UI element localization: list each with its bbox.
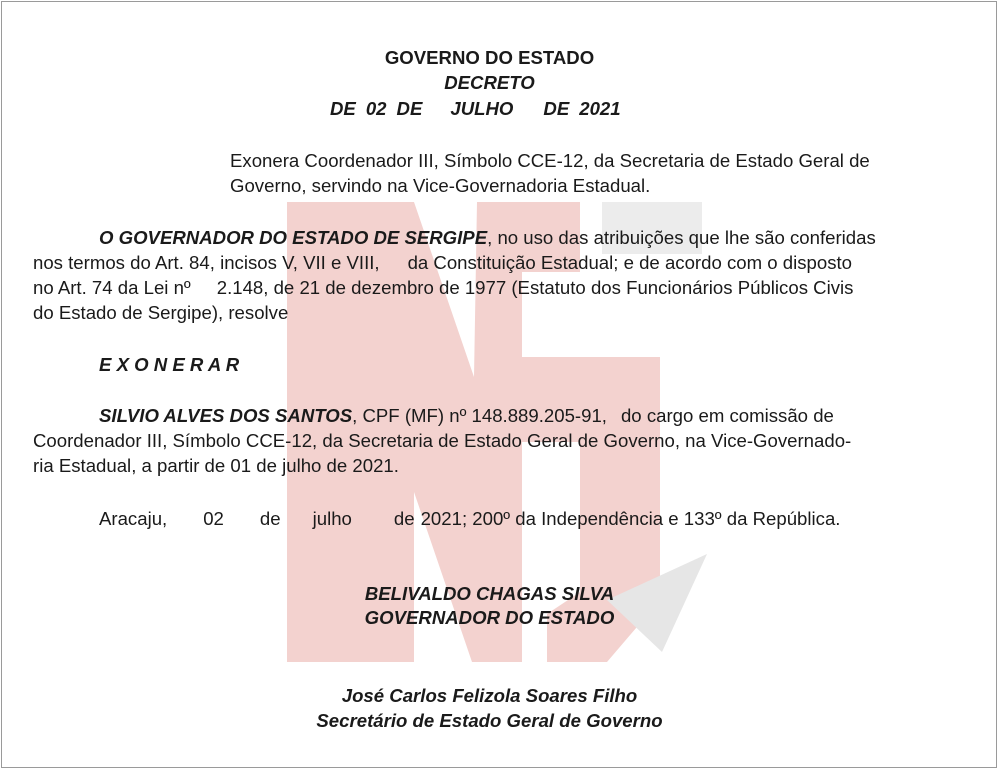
- decree-heading: DECRETO: [444, 72, 535, 93]
- body-line-3: ria Estadual, a partir de 01 de julho de 2021.: [33, 455, 399, 476]
- preamble-line-3a: no Art. 74 da Lei nº: [33, 277, 191, 298]
- preamble-line-1-rest: , no uso das atribuições que lhe são conferidas: [487, 227, 876, 248]
- employee-name: SILVIO ALVES DOS SANTOS: [99, 405, 353, 426]
- place-day: 02: [203, 508, 224, 529]
- preamble-line-2a: nos termos do Art. 84, incisos V, VII e VIII,: [33, 252, 380, 273]
- place-rest: 2021; 200º da Independência e 133º da República.: [420, 508, 841, 529]
- place-de-1: de: [259, 508, 281, 529]
- preamble-line-1: [99, 226, 876, 250]
- governor-role: GOVERNADOR DO ESTADO: [364, 607, 615, 628]
- body-line-1a: , CPF (MF) nº 148.889.205-91,: [352, 405, 607, 426]
- preamble-line-2: [33, 251, 852, 275]
- body-line-2: Coordenador III, Símbolo CCE-12, da Secretaria de Estado Geral de Governo, na Vice-Governado-: [33, 430, 852, 451]
- date-de-3: DE: [543, 98, 570, 119]
- summary-line-2: Governo, servindo na Vice-Governadoria Estadual.: [230, 175, 651, 196]
- governor-name: BELIVALDO CHAGAS SILVA: [364, 583, 615, 604]
- date-de-2: DE: [396, 98, 423, 119]
- place-date: [99, 507, 840, 531]
- date-year: 2021: [579, 98, 621, 119]
- date-day: 02: [365, 98, 387, 119]
- preamble-line-3: [33, 276, 853, 300]
- body-line-1: [99, 404, 834, 428]
- action-heading: E X O N E R A R: [99, 354, 240, 375]
- governor-title: O GOVERNADOR DO ESTADO DE SERGIPE: [99, 227, 488, 248]
- preamble-line-4: do Estado de Sergipe), resolve: [33, 302, 289, 323]
- place-month: julho: [312, 508, 352, 529]
- place-city: Aracaju,: [99, 508, 168, 529]
- place-de-2: de: [393, 508, 415, 529]
- decree-date: [330, 97, 621, 121]
- secretary-name: José Carlos Felizola Soares Filho: [341, 685, 638, 706]
- date-month: JULHO: [450, 98, 514, 119]
- preamble-line-3b: 2.148, de 21 de dezembro de 1977 (Estatuto dos Funcionários Públicos Civis: [216, 277, 854, 298]
- government-heading: GOVERNO DO ESTADO: [384, 47, 595, 68]
- secretary-role: Secretário de Estado Geral de Governo: [316, 710, 663, 731]
- summary-line-1: Exonera Coordenador III, Símbolo CCE-12, da Secretaria de Estado Geral de: [230, 150, 870, 171]
- decree-page: [1, 1, 997, 768]
- preamble-line-2b: da Constituição Estadual; e de acordo com o disposto: [407, 252, 853, 273]
- date-de-1: DE: [330, 98, 356, 119]
- body-line-1b: do cargo em comissão de: [620, 405, 834, 426]
